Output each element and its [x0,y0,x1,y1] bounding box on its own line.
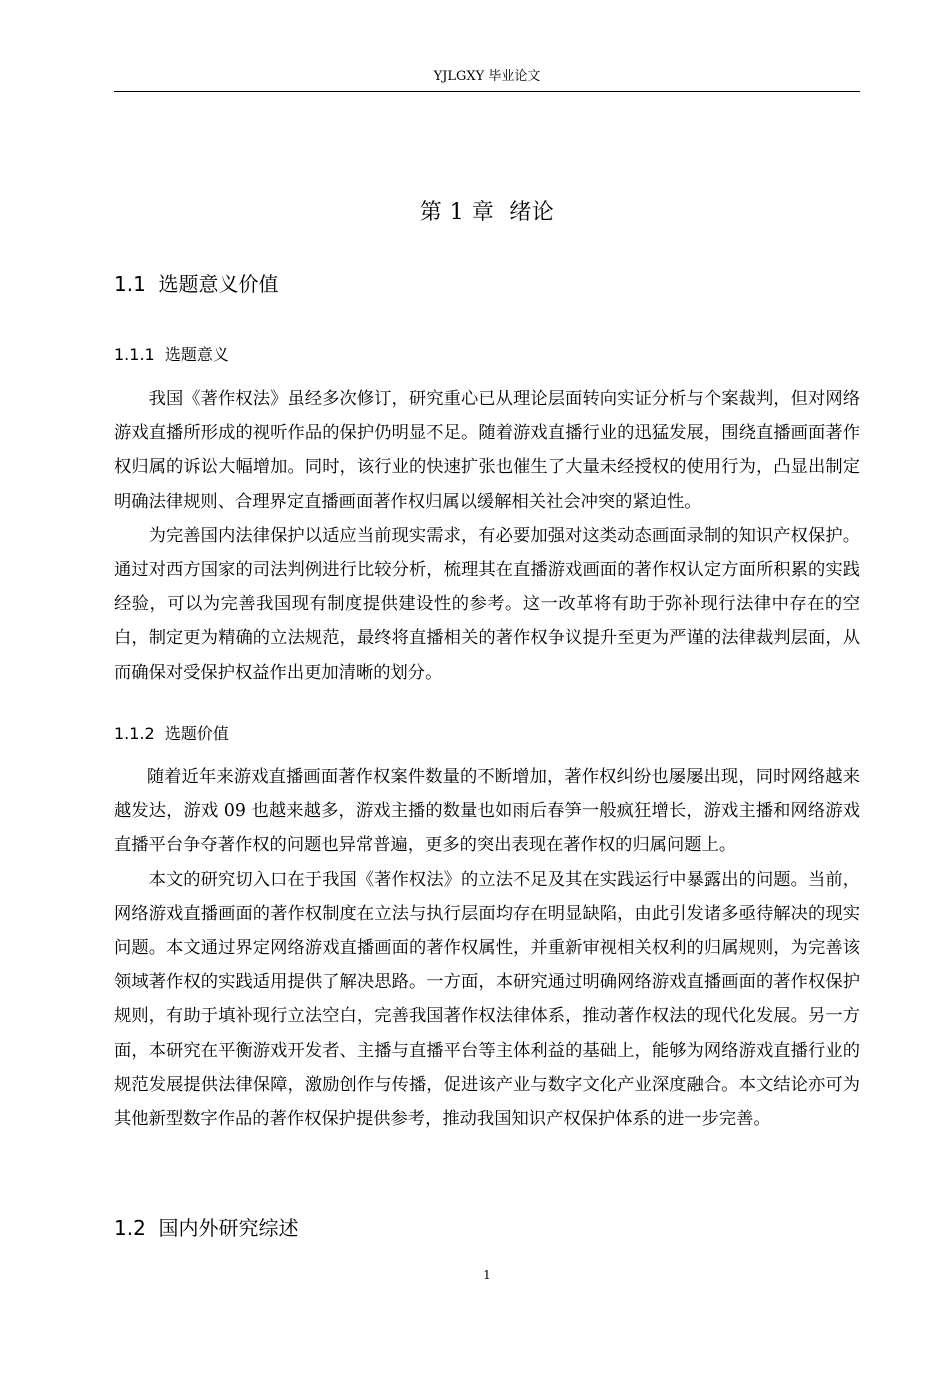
subsection-heading-1-1-1 [114,343,860,367]
subsection-title: 选题价值 [164,724,229,743]
page-number: 1 [483,1268,491,1282]
paragraph: 本文的研究切入口在于我国《著作权法》的立法不足及其在实践运行中暴露出的问题。当前，网络游戏直播画面的著作权制度在立法与执行层面均存在明显缺陷，由此引发诸多亟待解决的现实问题。本文通过界定网络游戏直播画面的著作权属性，并重新审视相关权利的归属规则，为完善该领域著作权的实践适用提供了解决思路。一方面，本研究通过明确网络游戏直播画面的著作权保护规则，有助于填补现行立法空白，完善我国著作权法律体系，推动著作权法的现代化发展。另一方面，本研究在平衡游戏开发者、主播与直播平台等主体利益的基础上，能够为网络游戏直播行业的规范发展提供法律保障，激励创作与传播，促进该产业与数字文化产业深度融合。本文结论亦可为其他新型数字作品的著作权保护提供参考，推动我国知识产权保护体系的进一步完善。 [114,869,860,1130]
subsection-heading-1-1-2 [114,722,860,746]
paragraph: 我国《著作权法》虽经多次修订，研究重心已从理论层面转向实证分析与个案裁判，但对网络游戏直播所形成的视听作品的保护仍明显不足。随着游戏直播行业的迅猛发展，围绕直播画面著作权归属的诉讼大幅增加。同时，该行业的快速扩张也催生了大量未经授权的使用行为，凸显出制定明确法律规则、合理界定直播画面著作权归属以缓解相关社会冲突的紧迫性。 [114,389,860,512]
body-1-1-1 [114,382,860,690]
section-title: 选题意义价值 [158,272,279,296]
header-rule [114,91,860,92]
paragraph: 为完善国内法律保护以适应当前现实需求，有必要加强对这类动态画面录制的知识产权保护。通过对西方国家的司法判例进行比较分析，梳理其在直播游戏画面的著作权认定方面所积累的实践经验，可以为完善我国现有制度提供建设性的参考。这一改革将有助于弥补现行法律中存在的空白，制定更为精确的立法规范，最终将直播相关的著作权争议提升至更为严谨的法律裁判层面，从而确保对受保护权益作出更加清晰的划分。 [114,525,860,683]
chapter-title: 第 1 章 绪论 [419,200,555,225]
subsection-number: 1.1.2 [114,724,155,743]
running-header: YJLGXY 毕业论文 [433,69,541,84]
section-heading-1-2 [114,1214,860,1242]
paragraph: 随着近年来游戏直播画面著作权案件数量的不断增加，著作权纠纷也屡屡出现，同时网络越来越发达，游戏 09 也越来越多，游戏主播的数量也如雨后春笋一般疯狂增长，游戏主播和网络游戏直播平台争夺著作权的问题也异常普遍，更多的突出表现在著作权的归属问题上。 [114,767,860,856]
section-number: 1.1 [114,272,146,296]
section-number: 1.2 [114,1216,146,1240]
body-1-1-2 [114,760,860,1136]
subsection-number: 1.1.1 [114,345,155,364]
subsection-title: 选题意义 [164,345,229,364]
section-title: 国内外研究综述 [158,1216,299,1240]
section-heading-1-1 [114,270,860,298]
